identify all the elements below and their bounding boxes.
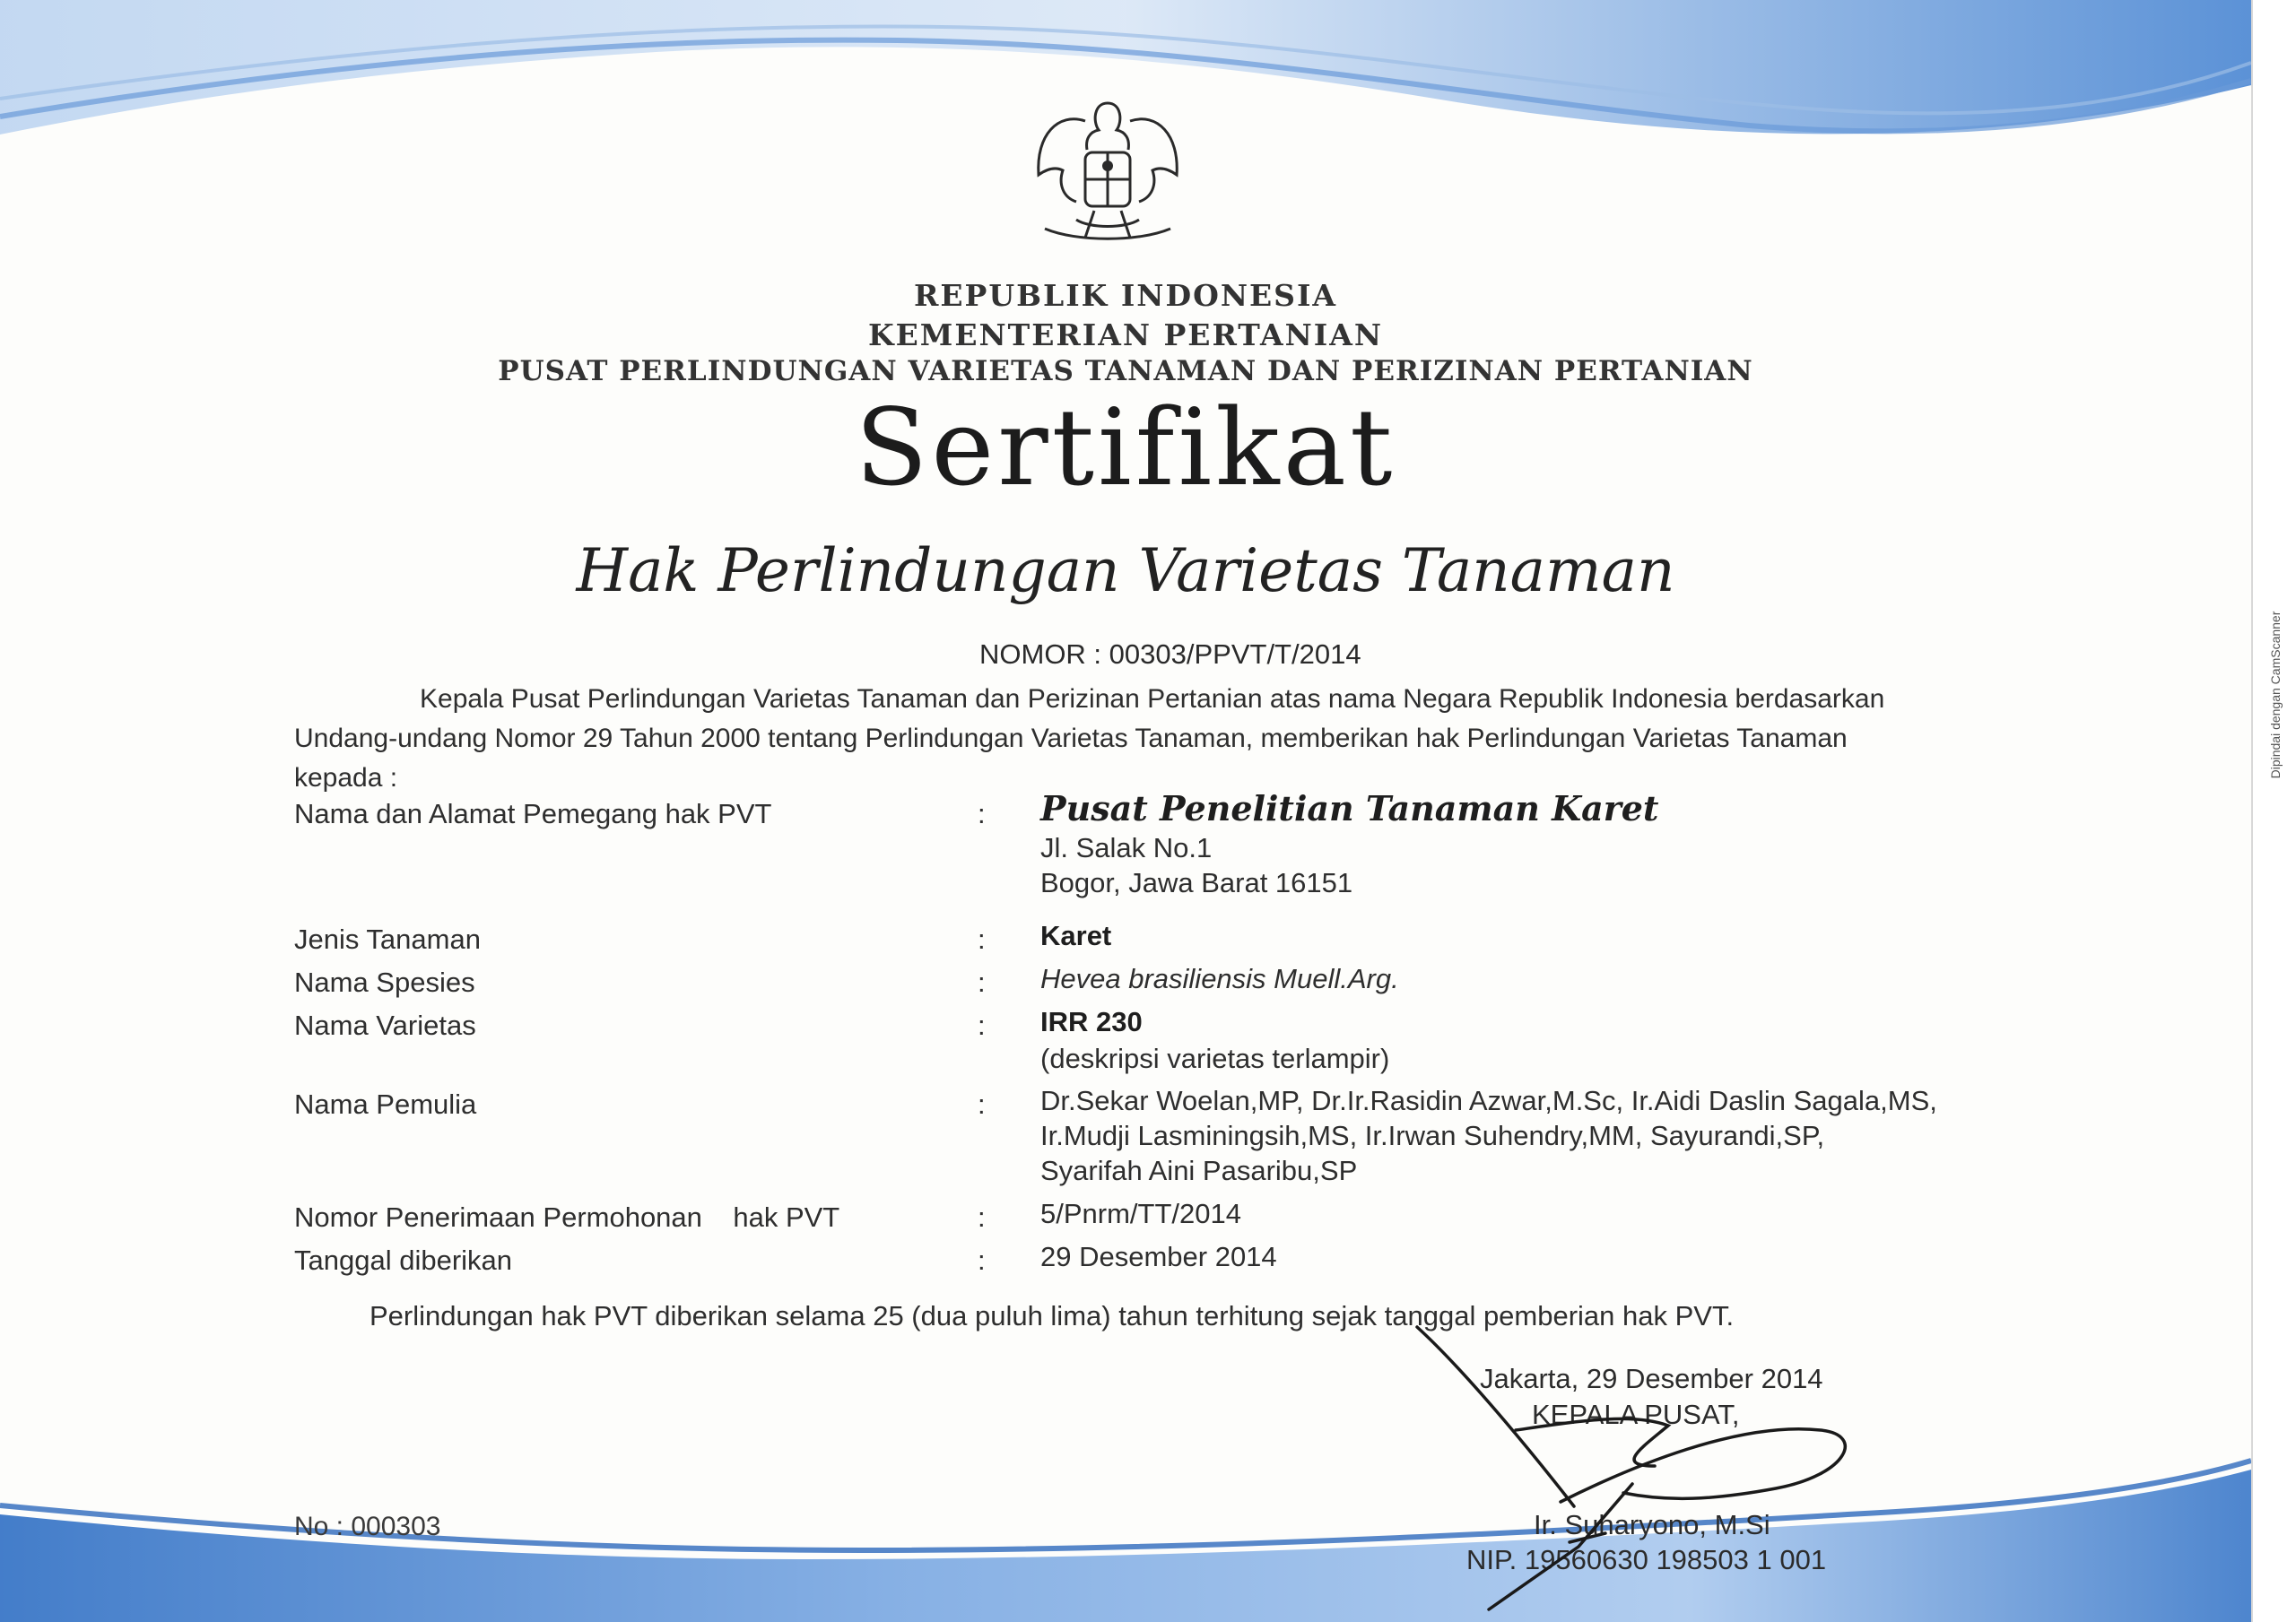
tanggal-value: 29 Desember 2014 xyxy=(1040,1241,1277,1272)
header-ministry: KEMENTERIAN PERTANIAN xyxy=(867,317,1384,352)
signatory-name: Ir. Suharyono, M.Si xyxy=(1534,1509,1770,1540)
pemulia-colon: : xyxy=(978,1089,986,1120)
handwritten-signature xyxy=(1399,1323,1901,1618)
spesies-colon: : xyxy=(978,967,986,998)
varietas-colon: : xyxy=(978,1010,986,1041)
jenis-colon: : xyxy=(978,924,986,955)
permohonan-colon: : xyxy=(978,1201,986,1233)
holder-colon: : xyxy=(978,798,986,829)
tanggal-colon: : xyxy=(978,1245,986,1276)
holder-address-1: Jl. Salak No.1 xyxy=(1040,832,1213,863)
holder-name: Pusat Penelitian Tanaman Karet xyxy=(1040,788,1659,828)
signature-place-date: Jakarta, 29 Desember 2014 xyxy=(1480,1363,1823,1394)
garuda-emblem xyxy=(1022,85,1193,260)
header-republic: REPUBLIK INDONESIA xyxy=(913,278,1338,313)
permohonan-label: Nomor Penerimaan Permohonan hak PVT xyxy=(294,1201,840,1233)
spesies-label: Nama Spesies xyxy=(294,967,475,998)
pemulia-line-3: Syarifah Aini Pasaribu,SP xyxy=(1040,1155,1358,1186)
jenis-value: Karet xyxy=(1040,920,1112,951)
varietas-label: Nama Varietas xyxy=(294,1010,476,1041)
jenis-label: Jenis Tanaman xyxy=(294,924,481,955)
pemulia-label: Nama Pemulia xyxy=(294,1089,477,1120)
scanner-watermark-text: Dipindai dengan CamScanner xyxy=(2268,611,2283,779)
permohonan-value: 5/Pnrm/TT/2014 xyxy=(1040,1198,1241,1229)
pemulia-line-1: Dr.Sekar Woelan,MP, Dr.Ir.Rasidin Azwar,M.Sc, Ir.Aidi Daslin Sagala,MS, xyxy=(1040,1085,1937,1116)
signatory-nip: NIP. 19560630 198503 1 001 xyxy=(1466,1544,1827,1575)
holder-label: Nama dan Alamat Pemegang hak PVT xyxy=(294,798,772,829)
spesies-value: Hevea brasiliensis Muell.Arg. xyxy=(1040,963,1399,994)
intro-line-1: Kepala Pusat Perlindungan Varietas Tanaman dan Perizinan Pertanian atas nama Negara Republik Indonesia berdasarkan xyxy=(420,684,1885,714)
intro-paragraph xyxy=(294,680,2097,798)
certificate-title: Sertifikat xyxy=(855,386,1396,509)
varietas-note: (deskripsi varietas terlampir) xyxy=(1040,1043,1390,1074)
holder-address-2: Bogor, Jawa Barat 16151 xyxy=(1040,867,1353,898)
protection-statement: Perlindungan hak PVT diberikan selama 25 (dua puluh lima) tahun terhitung sejak tanggal pemberian hak PVT. xyxy=(370,1300,1735,1331)
tanggal-label: Tanggal diberikan xyxy=(294,1245,513,1276)
intro-line-3: kepada : xyxy=(294,763,398,793)
header-agency: PUSAT PERLINDUNGAN VARIETAS TANAMAN DAN PERIZINAN PERTANIAN xyxy=(498,355,1753,387)
certificate-number: NOMOR : 00303/PPVT/T/2014 xyxy=(979,638,1361,670)
scanner-watermark xyxy=(2264,592,2287,807)
varietas-value: IRR 230 xyxy=(1040,1006,1143,1037)
serial-number: No : 000303 xyxy=(294,1512,441,1541)
pemulia-line-2: Ir.Mudji Lasminingsih,MS, Ir.Irwan Suhendry,MM, Sayurandi,SP, xyxy=(1040,1120,1825,1151)
certificate-subtitle: Hak Perlindungan Varietas Tanaman xyxy=(576,536,1675,605)
signature-role: KEPALA PUSAT, xyxy=(1532,1399,1740,1430)
intro-line-2: Undang-undang Nomor 29 Tahun 2000 tentang Perlindungan Varietas Tanaman, memberikan hak Perlindungan Varietas Tanaman xyxy=(294,724,1848,753)
